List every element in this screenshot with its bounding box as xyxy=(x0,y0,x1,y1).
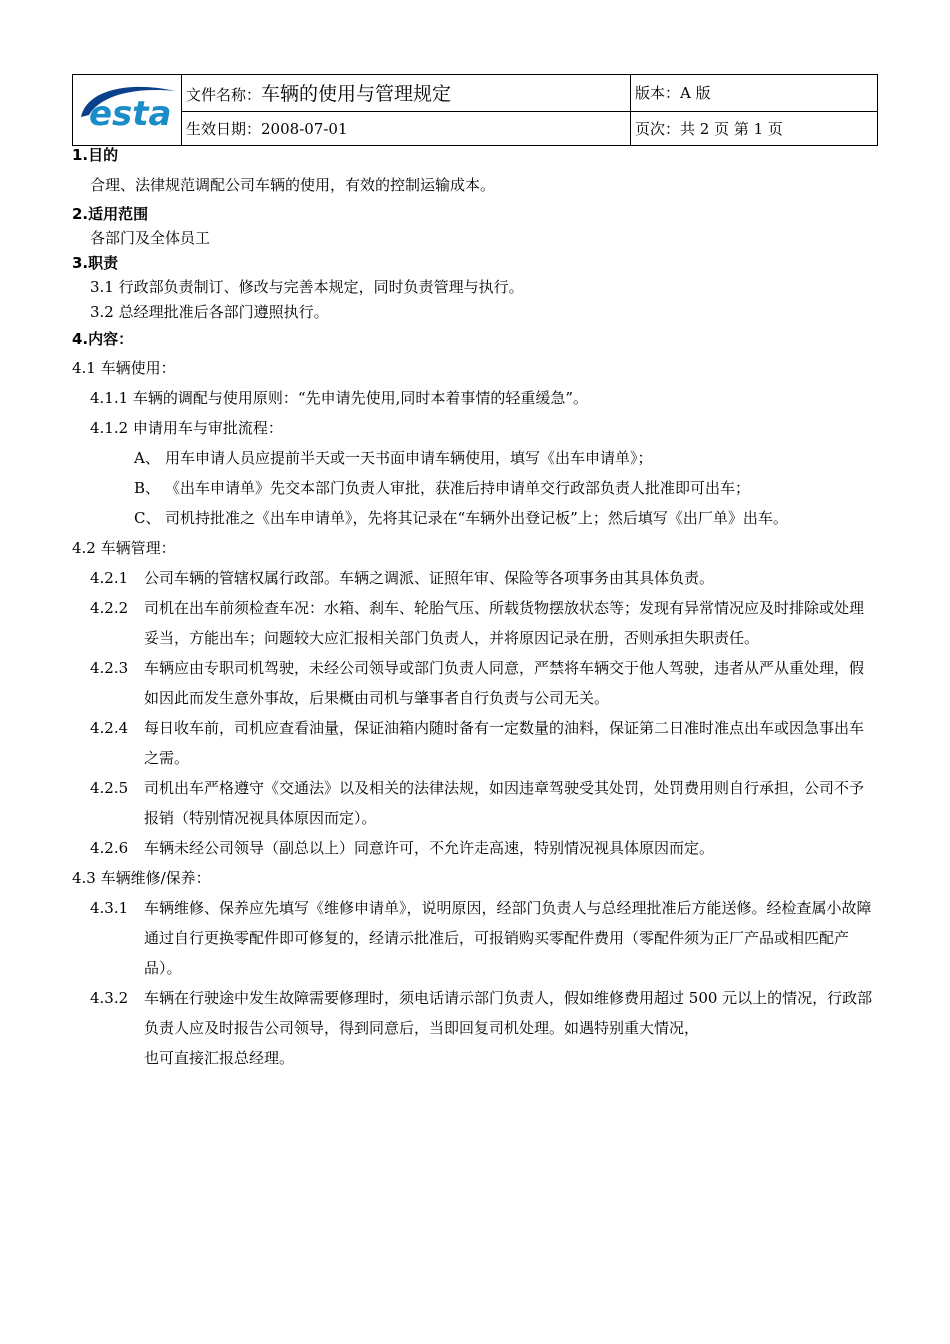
item-4-2-2-number: 4.2.2 xyxy=(90,599,129,617)
item-4-2-4 xyxy=(72,713,878,773)
item-4-3-1-number: 4.3.1 xyxy=(90,899,129,917)
item-4-1-1: 4.1.1 车辆的调配与使用原则：“先申请先使用,同时本着事情的轻重缓急”。 xyxy=(90,389,589,407)
page-info: 页次：共 2 页 第 1 页 xyxy=(631,111,878,145)
item-4-2-5-number: 4.2.5 xyxy=(90,779,129,797)
step-a xyxy=(72,443,878,473)
document-body xyxy=(72,142,878,1073)
step-a-text: 用车申请人员应提前半天或一天书面申请车辆使用，填写《出车申请单》； xyxy=(165,449,653,467)
item-4-3-2-continued-text: 也可直接汇报总经理。 xyxy=(144,1049,295,1067)
heading-4-3: 4.3 车辆维修/保养： xyxy=(72,869,211,887)
document-header-table xyxy=(72,74,878,146)
item-4-2-1-number: 4.2.1 xyxy=(90,569,129,587)
logo-cell xyxy=(73,75,182,146)
item-4-2-4-text: 每日收车前，司机应查看油量，保证油箱内随时备有一定数量的油料，保证第二日准时准点出车或因急事出车之需。 xyxy=(144,719,865,767)
item-4-1-2: 4.1.2 申请用车与审批流程： xyxy=(90,419,283,437)
file-name-label: 文件名称： xyxy=(186,86,262,105)
section-4-title: 4.内容： xyxy=(72,330,134,348)
file-name-cell xyxy=(182,75,631,112)
item-4-3-2-text: 车辆在行驶途中发生故障需要修理时，须电话请示部门负责人，假如维修费用超过 500 元以上的情况，行政部负责人应及时报告公司领导，得到同意后，当即回复司机处理。如遇特别重大情况， xyxy=(144,989,873,1037)
heading-4-1: 4.1 车辆使用： xyxy=(72,359,176,377)
item-4-2-5-text: 司机出车严格遵守《交通法》以及相关的法律法规，如因违章驾驶受其处罚，处罚费用则自行承担，公司不予报销（特别情况视具体原因而定）。 xyxy=(144,779,865,827)
item-4-3-1 xyxy=(72,893,878,983)
item-4-2-5 xyxy=(72,773,878,833)
section-2-title: 2.适用范围 xyxy=(72,205,149,223)
item-4-2-2 xyxy=(72,593,878,653)
section-3-title: 3.职责 xyxy=(72,254,119,272)
section-3-item-2: 3.2 总经理批准后各部门遵照执行。 xyxy=(90,303,329,321)
section-1-title: 1.目的 xyxy=(72,146,119,164)
item-4-2-3-number: 4.2.3 xyxy=(90,659,129,677)
item-4-2-2-text: 司机在出车前须检查车况：水箱、刹车、轮胎气压、所载货物摆放状态等；发现有异常情况应及时排除或处理妥当，方能出车；问题较大应汇报相关部门负责人，并将原因记录在册，否则承担失职责任。 xyxy=(144,599,865,647)
step-a-marker: A、 xyxy=(134,449,160,467)
step-b-marker: B、 xyxy=(134,479,161,497)
item-4-3-2 xyxy=(72,983,878,1043)
section-2-body: 各部门及全体员工 xyxy=(90,229,211,247)
heading-4-2: 4.2 车辆管理： xyxy=(72,539,176,557)
item-4-3-1-text: 车辆维修、保养应先填写《维修申请单》，说明原因，经部门负责人与总经理批准后方能送修。经检查属小故障通过自行更换零配件即可修复的，经请示批准后，可报销购买零配件费用（零配件须为正厂产品或相匹配产品）。 xyxy=(144,899,872,977)
item-4-2-6 xyxy=(72,833,878,863)
section-1-body: 合理、法律规范调配公司车辆的使用，有效的控制运输成本。 xyxy=(90,176,496,194)
item-4-2-6-number: 4.2.6 xyxy=(90,839,129,857)
item-4-2-3-text: 车辆应由专职司机驾驶，未经公司领导或部门负责人同意，严禁将车辆交于他人驾驶，违者从严从重处理，假如因此而发生意外事故，后果概由司机与肇事者自行负责与公司无关。 xyxy=(144,659,865,707)
section-3-item-1: 3.1 行政部负责制订、修改与完善本规定，同时负责管理与执行。 xyxy=(90,278,524,296)
file-name: 车辆的使用与管理规定 xyxy=(261,83,452,106)
step-c-marker: C、 xyxy=(134,509,161,527)
item-4-2-1 xyxy=(72,563,878,593)
item-4-2-4-number: 4.2.4 xyxy=(90,719,129,737)
effective-date-cell xyxy=(182,111,631,145)
version: 版本：A 版 xyxy=(631,75,878,112)
effective-label: 生效日期： xyxy=(186,119,262,138)
step-c-text: 司机持批准之《出车申请单》，先将其记录在“车辆外出登记板”上；然后填写《出厂单》出车。 xyxy=(165,509,788,527)
step-c xyxy=(72,503,878,533)
company-logo xyxy=(73,75,181,141)
step-b xyxy=(72,473,878,503)
item-4-2-6-text: 车辆未经公司领导（副总以上）同意许可，不允许走高速，特别情况视具体原因而定。 xyxy=(144,839,715,857)
item-4-2-1-text: 公司车辆的管辖权属行政部。车辆之调派、证照年审、保险等各项事务由其具体负责。 xyxy=(144,569,715,587)
item-4-3-2-number: 4.3.2 xyxy=(90,989,129,1007)
step-b-text: 《出车申请单》先交本部门负责人审批，获准后持申请单交行政部负责人批准即可出车； xyxy=(165,479,751,497)
item-4-3-2-continued xyxy=(72,1043,878,1073)
effective-date: 2008-07-01 xyxy=(261,119,348,138)
item-4-2-3 xyxy=(72,653,878,713)
logo-text: esta xyxy=(89,94,172,134)
